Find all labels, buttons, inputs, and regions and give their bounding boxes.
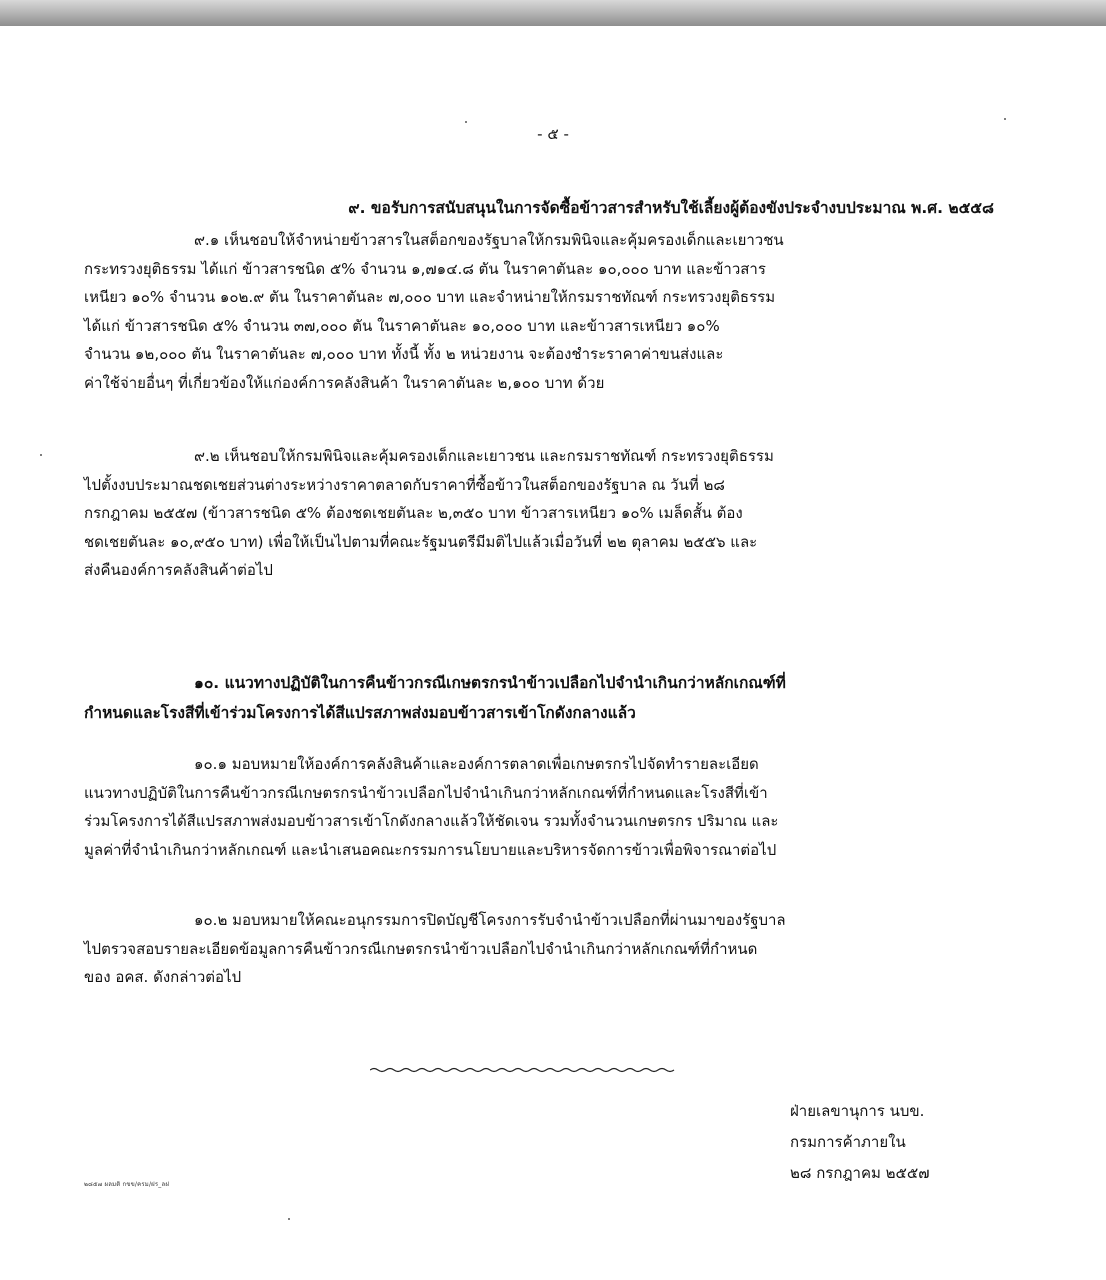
wavy-separator <box>370 1066 676 1074</box>
signature-department: ฝ่ายเลขานุการ นบข. <box>790 1102 925 1120</box>
paragraph-line: ไปตั้งงบประมาณชดเชยส่วนต่างระหว่างราคาตลาดกับราคาที่ซื้อข้าวในสต็อกของรัฐบาล ณ วันที่ ๒๘ <box>84 475 725 494</box>
paragraph-line: ชดเชยตันละ ๑๐,๙๕๐ บาท) เพื่อให้เป็นไปตามที่คณะรัฐมนตรีมีมติไปแล้วเมื่อวันที่ ๒๒ ตุลาคม ๒๕๕๖ และ <box>84 532 758 551</box>
paragraph-line: ส่งคืนองค์การคลังสินค้าต่อไป <box>84 561 273 580</box>
paragraph-line: เหนียว ๑๐% จำนวน ๑๐๒.๙ ตัน ในราคาตันละ ๗,๐๐๐ บาท และจำหน่ายให้กรมราชทัณฑ์ กระทรวงยุติธรรม <box>84 288 776 307</box>
signature-date: ๒๘ กรกฎาคม ๒๕๕๗ <box>790 1164 930 1182</box>
paragraph-line: ได้แก่ ข้าวสารชนิด ๕% จำนวน ๓๗,๐๐๐ ตัน ในราคาตันละ ๑๐,๐๐๐ บาท และข้าวสารเหนียว ๑๐% <box>84 316 720 335</box>
paragraph-line: ไปตรวจสอบรายละเอียดข้อมูลการคืนข้าวกรณีเกษตรกรนำข้าวเปลือกไปจำนำเกินกว่าหลักเกณฑ์ที่กำหนด <box>84 939 758 958</box>
scan-speck <box>465 121 467 123</box>
section-9-1-paragraph <box>84 226 994 398</box>
footer-file-code: ๒๘๕๗ ผลมติ กขข/ครม/ฝร_ลฝ <box>84 1181 170 1188</box>
section-10-heading <box>84 668 994 728</box>
section-9-heading: ๙. ขอรับการสนับสนุนในการจัดซื้อข้าวสารสำหรับใช้เลี้ยงผู้ต้องขังประจำงบประมาณ พ.ศ. ๒๕๕๘ <box>348 199 994 217</box>
scan-speck <box>1004 118 1006 120</box>
signature-block <box>790 1096 930 1189</box>
scan-speck <box>288 1218 290 1220</box>
paragraph-line: จำนวน ๑๒,๐๐๐ ตัน ในราคาตันละ ๗,๐๐๐ บาท ทั้งนี้ ทั้ง ๒ หน่วยงาน จะต้องชำระราคาค่าขนส่งและ <box>84 345 724 364</box>
paragraph-line: แนวทางปฏิบัติในการคืนข้าวกรณีเกษตรกรนำข้าวเปลือกไปจำนำเกินกว่าหลักเกณฑ์ที่กำหนดและโรงสีที่เข้า <box>84 783 768 802</box>
scan-speck <box>40 454 42 456</box>
section-10-2-paragraph <box>84 906 994 992</box>
document-page <box>0 26 1106 1280</box>
paragraph-line: ๑๐.๑ มอบหมายให้องค์การคลังสินค้าและองค์การตลาดเพื่อเกษตรกรไปจัดทำรายละเอียด <box>194 755 759 773</box>
section-10-1-paragraph <box>84 750 994 864</box>
paragraph-line: ๑๐.๒ มอบหมายให้คณะอนุกรรมการปิดบัญชีโครงการรับจำนำข้าวเปลือกที่ผ่านมาของรัฐบาล <box>194 911 786 929</box>
paragraph-line: ๙.๒ เห็นชอบให้กรมพินิจและคุ้มครองเด็กและเยาวชน และกรมราชทัณฑ์ กระทรวงยุติธรรม <box>194 447 774 465</box>
paragraph-line: ร่วมโครงการได้สีแปรสภาพส่งมอบข้าวสารเข้าโกดังกลางแล้วให้ชัดเจน รวมทั้งจำนวนเกษตรกร ปริมาณ และ <box>84 812 779 831</box>
paragraph-line: มูลค่าที่จำนำเกินกว่าหลักเกณฑ์ และนำเสนอคณะกรรมการนโยบายและบริหารจัดการข้าวเพื่อพิจารณาต่อไป <box>84 840 777 859</box>
signature-agency: กรมการค้าภายใน <box>790 1133 906 1151</box>
paragraph-line: กรกฎาคม ๒๕๕๗ (ข้าวสารชนิด ๕% ต้องชดเชยตันละ ๒,๓๕๐ บาท ข้าวสารเหนียว ๑๐% เมล็ดสั้น ต้อง <box>84 504 743 523</box>
paragraph-line: ของ อคส. ดังกล่าวต่อไป <box>84 968 242 987</box>
viewer-toolbar <box>0 0 1106 27</box>
paragraph-line: ๙.๑ เห็นชอบให้จำหน่ายข้าวสารในสต็อกของรัฐบาลให้กรมพินิจและคุ้มครองเด็กและเยาวชน <box>194 231 784 249</box>
heading-line: ๑๐. แนวทางปฏิบัติในการคืนข้าวกรณีเกษตรกรนำข้าวเปลือกไปจำนำเกินกว่าหลักเกณฑ์ที่ <box>194 674 786 692</box>
paragraph-line: ค่าใช้จ่ายอื่นๆ ที่เกี่ยวข้องให้แก่องค์การคลังสินค้า ในราคาตันละ ๒,๑๐๐ บาท ด้วย <box>84 373 605 392</box>
section-9-2-paragraph <box>84 442 994 585</box>
paragraph-line: กระทรวงยุติธรรม ได้แก่ ข้าวสารชนิด ๕% จำนวน ๑,๗๑๔.๘ ตัน ในราคาตันละ ๑๐,๐๐๐ บาท และข้าวสาร <box>84 259 766 278</box>
heading-line: กำหนดและโรงสีที่เข้าร่วมโครงการได้สีแปรสภาพส่งมอบข้าวสารเข้าโกดังกลางแล้ว <box>84 704 636 722</box>
page-number: - ๕ - <box>537 125 569 143</box>
